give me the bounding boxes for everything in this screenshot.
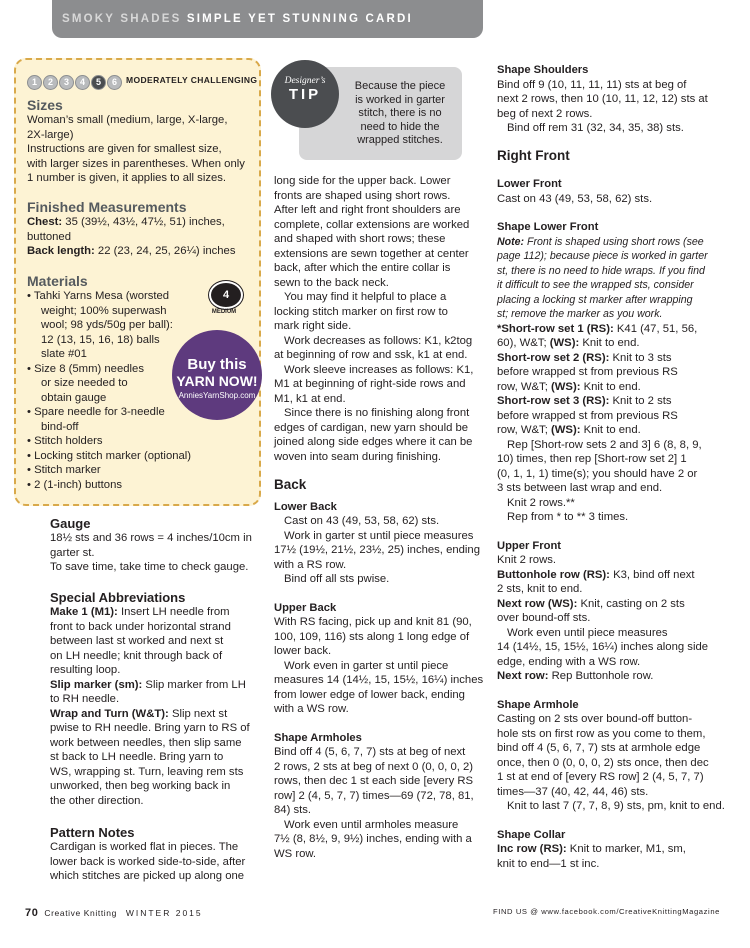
abbreviations-section: Special Abbreviations Make 1 (M1): Insert LH needle from front to back under horizontal strand between last st worked and next st on LH needle; knit through back of resulting loop. Slip marker (sm): Slip marker from LH to RH needle. Wrap and Turn (W&T): Slip next st pwise to RH needle. Bring yarn to RS of work between needles, then slip same st back to LH needle. Bring yarn to WS, wrapping st. Turn, leaving rem sts unworked, then beg working back in the other direction. xyxy=(50,590,250,807)
skill-level-4-icon: 4 xyxy=(75,75,90,90)
column-2: long side for the upper back. Lower fronts are shaped using short rows. After left and right front shoulders are complete, collar extensions are worked and shaped with short rows; these extensions are sewn together at center back, after which the entire collar is sewn to the back neck. You may find it helpful to place a locking stitch marker on first row to mark right side. Work decreases as follows: K1, k2tog at beginning of row and ssk, k1 at end. Work sleeve increases as follows: K1, M1 at beginning of right-side rows and M1, k1 at end. Since there is no finishing along front edges of cardigan, new yarn should be joined along side edges where it can be woven into seam during finishing. Back Lower Back Cast on 43 (49, 53, 58, 62) sts. Work in garter st until piece measures 17½ (19½, 21½, 23½, 25) inches, ending with a RS row. Bind off all sts pwise. Upper Back With RS facing, pick up and knit 81 (90, 100, 109, 116) sts along 1 long edge of lower back. Work even in garter st until piece measures 14 (14½, 15, 15½, 16¼) inches from lower edge of lower back, ending with a WS row. Shape Armholes Bind off 4 (5, 6, 7, 7) sts at beg of next 2 rows, 2 sts at beg of next 0 (0, 0, 0, 2) rows, then dec 1 st each side [every RS row] 2 (4, 5, 7, 7) times—69 (72, 78, 81, 84) sts. Work even until armholes measure 7½ (8, 8½, 9, 9½) inches, ending with a WS row. xyxy=(274,175,484,860)
sizes-text: Woman’s small (medium, large, X-large, 2X-large) Instructions are given for smallest size, with larger sizes in parentheses. When only 1 number is given, it applies to all sizes. xyxy=(27,114,245,184)
materials-heading: Materials xyxy=(27,273,88,289)
materials-section: Materials • Tahki Yarns Mesa (worsted weight; 100% superwash wool; 98 yds/50g per ball): 12 (13, 15, 16, 18) balls slate #01 • Size 8 (5mm) needles or size needed to obtain gauge • Spare needle for 3-needle bind-off • Stitch holders • Locking stitch marker (optional) • Stitch marker • 2 (1-inch) buttons xyxy=(27,273,257,492)
footer-left: 70 Creative Knitting WINTER 2015 xyxy=(25,907,203,919)
pattern-notes-section: Pattern Notes Cardigan is worked flat in pieces. The lower back is worked side-to-side, after which stitches are picked up along one xyxy=(50,825,246,882)
sizes-section xyxy=(27,97,257,186)
buy-yarn-badge[interactable]: Buy this YARN NOW! AnniesYarnShop.com xyxy=(172,330,262,420)
footer-right[interactable]: FIND US @ www.facebook.com/CreativeKnittingMagazine xyxy=(493,907,720,916)
column-3: Shape Shoulders Bind off 9 (10, 11, 11, 11) sts at beg of next 2 rows, then 10 (10, 11, 12, 12) sts at beg of next 2 rows. Bind off rem 31 (32, 34, 35, 38) sts. Right Front Lower Front Cast on 43 (49, 53, 58, 62) sts. Shape Lower Front Note: Front is shaped using short rows (see page 112); because piece is worked in garter st, there is no need to hide wraps. If you find it difficult to see the wrapped sts, consider placing a locking st marker after wrapping st; remove the marker as you work. *Short-row set 1 (RS): K41 (47, 51, 56, 60), W&T; (WS): Knit to end. Short-row set 2 (RS): Knit to 3 sts before wrapped st from previous RS row, W&T; (WS): Knit to end. Short-row set 3 (RS): Knit to 2 sts before wrapped st from previous RS row, W&T; (WS): Knit to end. Rep [Short-row sets 2 and 3] 6 (8, 8, 9, 10) times, then rep [Short-row set 2] 1 (0, 1, 1, 1) time(s); you should have 2 or 3 sts between last wrap and end. Knit 2 rows.** Rep from * to ** 3 times. Upper Front Knit 2 rows. Buttonhole row (RS): K3, bind off next 2 sts, knit to end. Next row (WS): Knit, casting on 2 sts over bound-off sts. Work even until piece measures 14 (14½, 15, 15½, 16¼) inches along side edge, ending with a WS row. Next row: Rep Buttonhole row. Shape Armhole Casting on 2 sts over bound-off button- hole sts on first row as you come to them, bind off 4 (5, 6, 7, 7) sts at armhole edge once, then 0 (0, 0, 0, 2) sts once, then dec 1 st at end of [every RS row] 2 (4, 5, 7, 7) times—37 (40, 42, 44, 46) sts. Knit to last 7 (7, 7, 8, 9) sts, pm, knit to end. Shape Collar Inc row (RS): Knit to marker, M1, sm, knit to end—1 st inc. xyxy=(497,64,725,870)
skill-level: 1 2 3 4 5 6 MODERATELY CHALLENGING xyxy=(27,72,257,90)
skill-level-3-icon: 3 xyxy=(59,75,74,90)
finished-heading: Finished Measurements xyxy=(27,199,187,215)
designer-tip-box: Because the piece is worked in garter stitch, there is no need to hide the wrapped stitches. xyxy=(299,67,462,160)
yarn-weight-icon: 4 MEDIUM xyxy=(206,281,242,317)
header-title: SMOKY SHADES SIMPLE YET STUNNING CARDI xyxy=(62,13,413,25)
skill-level-2-icon: 2 xyxy=(43,75,58,90)
gauge-section: Gauge 18½ sts and 36 rows = 4 inches/10cm in garter st. To save time, take time to check gauge. xyxy=(50,516,252,573)
skill-level-1-icon: 1 xyxy=(27,75,42,90)
skill-level-6-icon: 6 xyxy=(107,75,122,90)
designer-tip-badge: Designer’s TIP xyxy=(271,60,339,128)
skill-level-5-icon: 5 xyxy=(91,75,106,90)
header-bar xyxy=(52,0,483,38)
sizes-heading: Sizes xyxy=(27,97,63,113)
finished-section: Finished Measurements Chest: 35 (39½, 43½, 47½, 51) inches, buttoned Back length: 22 (23, 24, 25, 26¼) inches xyxy=(27,199,257,259)
